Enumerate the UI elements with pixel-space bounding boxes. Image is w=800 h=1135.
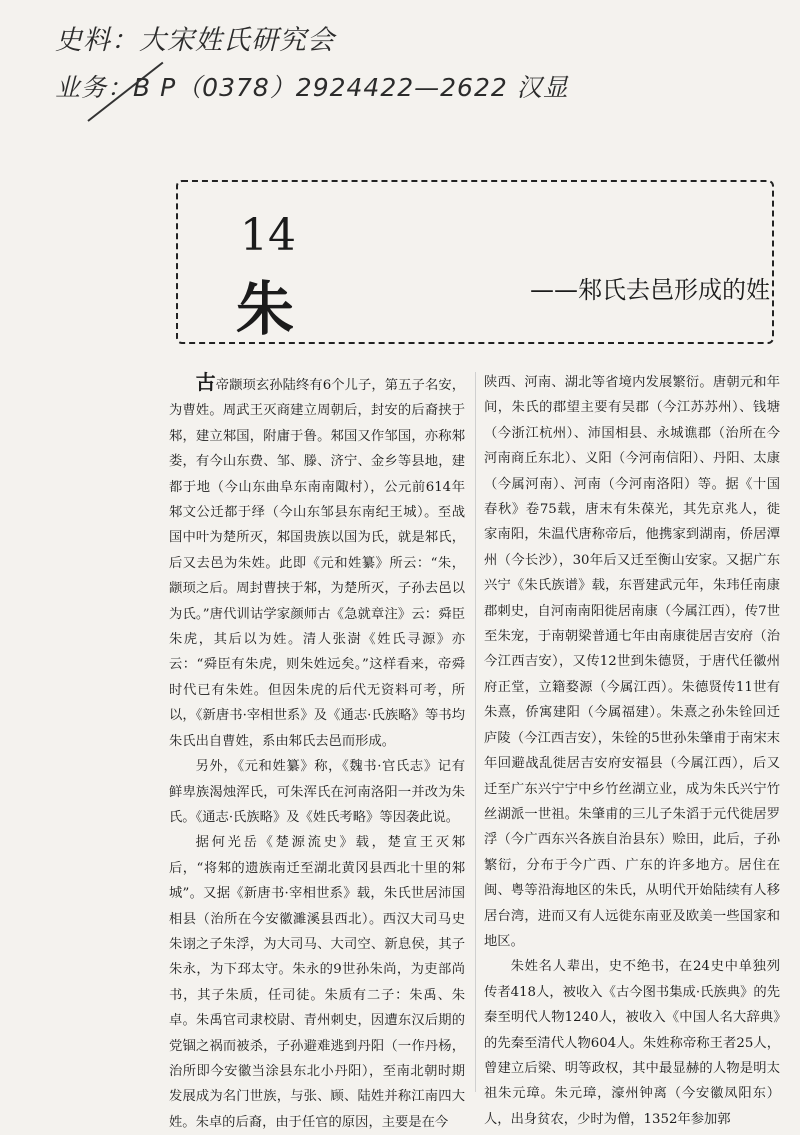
paragraph: 另外，《元和姓纂》称，《魏书·官氏志》记有鲜卑族渴烛浑氏，可朱浑氏在河南洛阳一并改为朱氏。《通志·氏族略》及《姓氏考略》等因袭此说。: [169, 759, 465, 825]
handwritten-note-source: 史料：大宋姓氏研究会: [55, 25, 335, 56]
chapter-number: 14: [240, 210, 296, 261]
handwritten-note-business: 业务：B P（0378）2924422—2622 汉显: [55, 73, 569, 102]
paragraph: 陕西、河南、湖北等省境内发展繁衍。唐朝元和年间，朱氏的郡望主要有吴郡（今江苏苏州）、钱塘（今浙江杭州）、沛国相县、永城谯郡（治所在今河南商丘东北）、义阳（今河南信阳）、丹阳、太康（今属河南）、河南（今河南洛阳）等。据《十国春秋》卷75载，唐末有朱葆光，其先京兆人，徙家南阳，朱温代唐称帝后，他携家到湖南，侨居潭州（今长沙），30年后又迁至衡山安家。又据广东兴宁《朱氏族谱》载，东晋建武元年，朱玮任南康郡刺史，自河南南阳徙居南康（今属江西），传7世至朱宠，于南朝梁普通七年由南康徙居吉安府（治今江西吉安），又传12世到朱德贤，于唐代任徽州府正堂，立籍婺源（今属江西）。朱德贤传11世有朱熹，侨寓建阳（今属福建）。朱熹之孙朱铨回迁庐陵（今江西吉安），朱铨的5世孙朱肇甫于南宋末年回避战乱徙居吉安府安福县（今属江西），后又迁至广东兴宁宁中乡竹丝湖立业，成为朱氏兴宁竹丝湖派一世祖。朱肇甫的三儿子朱滔于元代徙居罗浮（今广西东兴各族自治县东）赊田，此后，子孙繁衍，分布于今广西、广东的许多地方。居住在闽、粤等沿海地区的朱氏，从明代开始陆续有人移居台湾，进而又有人远徙东南亚及欧美一些国家和地区。: [484, 375, 780, 949]
right-column: [484, 370, 780, 1132]
paragraph: 朱姓名人辈出，史不绝书，在24史中单独列传者418人，被收入《古今图书集成·氏族典》的先秦至明代人物1240人，被收入《中国人名大辞典》的先秦至清代人物604人。朱姓称帝称王者25人，曾建立后梁、明等政权，其中最显赫的人物是明太祖朱元璋。朱元璋，濠州钟离（今安徽凤阳东）人，出身贫农，少时为僧，1352年参加郭: [484, 959, 780, 1127]
chapter-subtitle: ——邾氏去邑形成的姓: [530, 276, 770, 304]
surname-title: 朱: [236, 275, 295, 343]
column-gutter: [475, 372, 476, 1092]
paragraph: 据何光岳《楚源流史》载，楚宣王灭邾后，“将邾的遗族南迁至湖北黄冈县西北十里的邾城”。又据《新唐书·宰相世系》载，朱氏世居沛国相县（治所在今安徽濉溪县西北）。西汉大司马史朱诩之子朱浮，为大司马、大司空、新息侯，其子朱永，为下邳太守。朱永的9世孙朱尚，为吏部尚书，其子朱质，任司徒。朱质有二子：朱禹、朱卓。朱禹官司隶校尉、青州刺史，因遭东汉后期的党锢之祸而被杀，子孙避难逃到丹阳（一作丹杨，治所即今安徽当涂县东北小丹阳），至南北朝时期发展成为名门世族，与张、顾、陆姓并称江南四大姓。朱卓的后裔，由于任官的原因，主要是在今: [169, 835, 465, 1130]
left-column: [169, 370, 465, 1135]
paragraph-text: 帝颛顼玄孙陆终有6个儿子，第五子名安，为曹姓。周武王灭商建立周朝后，封安的后裔挟于邾，建立邾国，附庸于鲁。邾国又作邹国，亦称邾娄，有今山东费、邹、滕、济宁、金乡等县地，建都于地（今山东曲阜东南南陬村），公元前614年邾文公迁都于绎（今山东邹县东南纪王城）。至战国中叶为楚所灭，邾国贵族以国为氏，就是邾氏，后又去邑为朱姓。此即《元和姓纂》所云：“朱，颛顼之后。周封曹挟于邾，为楚所灭，子孙去邑以为氏。”唐代训诂学家颜师古《急就章注》云：舜臣朱虎，其后以为姓。清人张澍《姓氏寻源》亦云：“舜臣有朱虎，则朱姓远矣。”这样看来，帝舜时代已有朱姓。但因朱虎的后代无资料可考，所以，《新唐书·宰相世系》及《通志·氏族略》等书均朱氏出自曹姓，系由邾氏去邑而形成。: [169, 378, 466, 749]
drop-cap: 古: [195, 370, 216, 394]
paragraph: [169, 370, 465, 754]
